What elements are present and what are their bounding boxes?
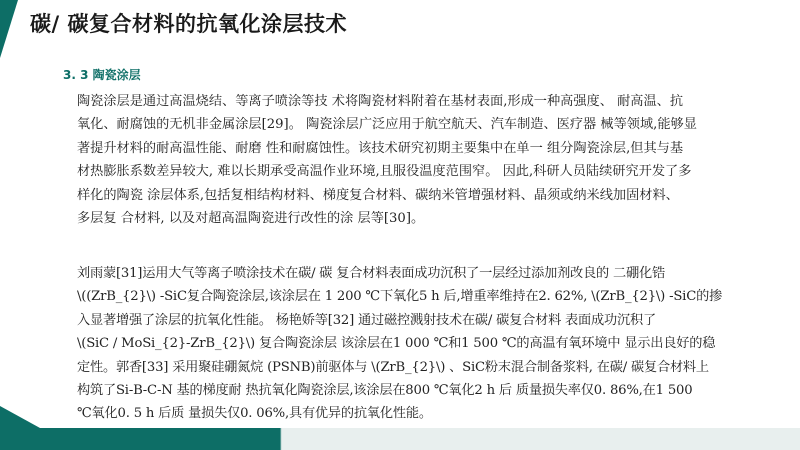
section-heading: 3. 3 陶瓷涂层	[63, 68, 141, 82]
text-line: 样化的陶瓷 涂层体系,包括复相结构材料、梯度复合材料、碳纳米管增强材料、晶须或纳米线加固材料、	[77, 187, 679, 203]
text-line: \(SiC / MoSi_{2}-ZrB_{2}\) 复合陶瓷涂层 该涂层在1 000 ℃和1 500 ℃的高温有氧环境中 显示出良好的稳	[77, 336, 716, 352]
text-line: 陶瓷涂层是通过高温烧结、等离子喷涂等技 术将陶瓷材料附着在基材表面,形成一种高强度、 耐高温、抗	[77, 94, 684, 109]
text-line: 多层复 合材料, 以及对超高温陶瓷进行改性的涂 层等[30]。	[77, 211, 425, 227]
text-line: \((ZrB_{2}\) -SiC复合陶瓷涂层,该涂层在 1 200 ℃下氧化5 h 后,增重率维持在2. 62%, \(ZrB_{2}\) -SiC的掺	[77, 289, 723, 305]
text-line: 材热膨胀系数差异较大, 难以长期承受高温作业环境,且服役温度范围窄。 因此,科研人员陆续研究开发了多	[77, 164, 692, 180]
footer-accent-band	[0, 428, 800, 450]
text-line: ℃氧化0. 5 h 后质 量损失仅0. 06%,具有优异的抗氧化性能。	[77, 406, 432, 422]
text-line: 定性。郭香[33] 采用聚硅硼氮烷 (PSNB)前驱体与 \(ZrB_{2}\) 、SiC粉末混合制备浆料, 在碳/ 碳复合材料上	[77, 359, 709, 375]
header-accent-shape	[0, 0, 18, 58]
text-line: 著提升材料的耐高温性能、耐磨 性和耐腐蚀性。该技术研究初期主要集中在单一 组分陶瓷涂层,但其与基	[77, 140, 684, 156]
slide-title: 碳/ 碳复合材料的抗氧化涂层技术	[30, 12, 347, 36]
text-line: 构筑了Si-B-C-N 基的梯度耐 热抗氧化陶瓷涂层,该涂层在800 ℃氧化2 h 后 质量损失率仅0. 86%,在1 500	[77, 383, 693, 399]
footer-accent-wedge	[0, 406, 40, 428]
paragraph-ceramic-coating-intro	[77, 90, 717, 230]
text-line: 入显著增强了涂层的抗氧化性能。 杨艳娇等[32] 通过磁控溅射技术在碳/ 碳复合材料 表面成功沉积了	[77, 312, 656, 328]
text-line: 刘雨蒙[31]运用大气等离子喷涂技术在碳/ 碳 复合材料表面成功沉积了一层经过添加剂改良的 二硼化锆	[77, 266, 665, 281]
text-line: 氧化、耐腐蚀的无机非金属涂层[29]。 陶瓷涂层广泛应用于航空航天、汽车制造、医疗器 械等领域,能够显	[77, 117, 697, 133]
paragraph-research-examples	[77, 262, 723, 426]
